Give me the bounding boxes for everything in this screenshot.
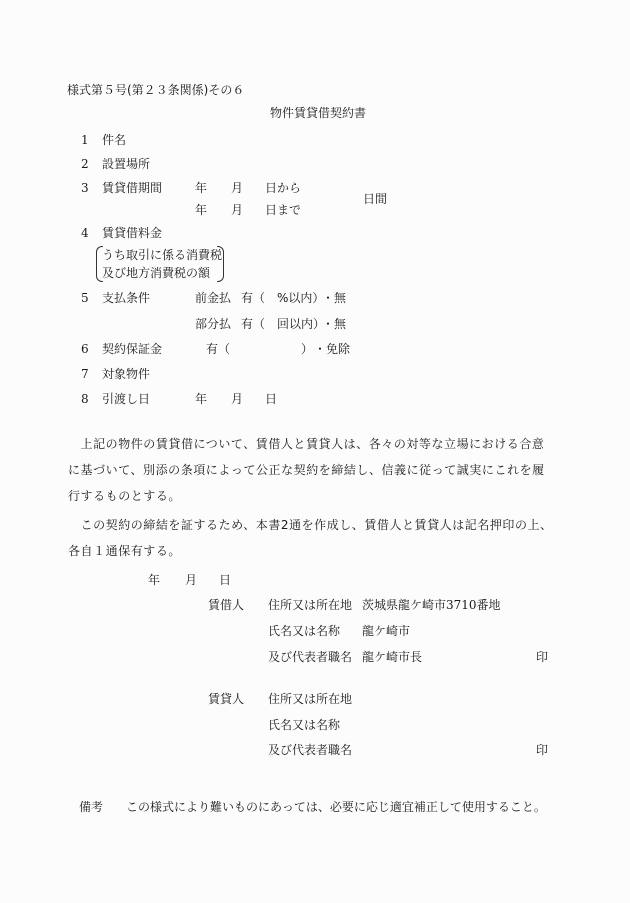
item-label: 賃貸借料金 — [102, 226, 163, 240]
lessee-rep-value: 龍ケ崎市長 — [362, 650, 423, 664]
body-paragraph-2: この契約の締結を証するため、本書2通を作成し、賃借人と賃貸人は記名押印の上、各自１通保有する。 — [68, 518, 553, 558]
delivery-month: 月 — [231, 392, 244, 406]
item-label: 対象物件 — [102, 367, 151, 381]
item-number: 1 — [81, 133, 89, 147]
date-month: 月 — [185, 573, 198, 587]
item-number: 4 — [81, 226, 89, 240]
period-days: 日間 — [363, 192, 388, 206]
lessee-address-label: 住所又は所在地 — [268, 598, 353, 612]
partial-payment-no: ・無 — [322, 317, 347, 331]
item-number: 6 — [81, 342, 89, 356]
lessee-address-value: 茨城県龍ケ崎市3710番地 — [362, 598, 501, 612]
partial-payment-label: 部分払 — [195, 317, 232, 331]
lessee-rep-label: 及び代表者職名 — [268, 650, 353, 664]
date-year: 年 — [148, 573, 161, 587]
item-label: 支払条件 — [102, 291, 151, 305]
deposit-close-paren: ） — [301, 342, 314, 356]
period-from-year: 年 — [195, 181, 208, 195]
partial-payment-detail: 回以内） — [277, 317, 326, 331]
partial-payment-yes: 有（ — [241, 317, 266, 331]
item-label: 引渡し日 — [102, 392, 151, 406]
item-label: 契約保証金 — [102, 342, 163, 356]
item-label: 賃貸借期間 — [102, 181, 163, 195]
deposit-yes: 有（ — [206, 342, 231, 356]
body-paragraph-1: 上記の物件の賃貸借について、賃借人と賃貸人は、各々の対等な立場における合意に基づいて、別添の条項によって公正な契約を締結し、信義に従って誠実にこれを履行するものとする。 — [68, 437, 545, 503]
document-title: 物件賃貸借契約書 — [270, 106, 367, 120]
item-label: 件名 — [102, 133, 127, 147]
lessor-name-label: 氏名又は名称 — [268, 718, 341, 732]
lessee-seal: 印 — [536, 650, 549, 664]
delivery-day: 日 — [265, 392, 278, 406]
advance-payment-yes: 有（ — [241, 291, 266, 305]
advance-payment-detail: %以内） — [277, 291, 325, 305]
date-day: 日 — [219, 573, 232, 587]
lessor-seal: 印 — [536, 743, 549, 757]
lessor-address-label: 住所又は所在地 — [268, 692, 353, 706]
period-to-year: 年 — [195, 203, 208, 217]
lessee-role: 賃借人 — [208, 598, 245, 612]
period-to-month: 月 — [231, 203, 244, 217]
period-from-day: 日から — [265, 181, 302, 195]
remarks-text: この様式により難いものにあっては、必要に応じ適宜補正して使用すること。 — [126, 800, 546, 814]
remarks-label: 備考 — [79, 800, 104, 814]
period-from-month: 月 — [231, 181, 244, 195]
item-number: 8 — [81, 392, 89, 406]
item-number: 7 — [81, 367, 89, 381]
lessor-role: 賃貸人 — [208, 692, 245, 706]
delivery-year: 年 — [195, 392, 208, 406]
deposit-exempt: ・免除 — [314, 342, 351, 356]
lessor-rep-label: 及び代表者職名 — [268, 743, 353, 757]
item-label: 設置場所 — [102, 157, 151, 171]
form-number: 様式第５号(第２３条関係)その６ — [67, 83, 245, 97]
item-number: 3 — [81, 181, 89, 195]
tax-note-line1: うち取引に係る消費税 — [102, 248, 223, 262]
period-to-day: 日まで — [265, 203, 302, 217]
advance-payment-label: 前金払 — [195, 291, 232, 305]
lessee-name-value: 龍ケ崎市 — [362, 624, 411, 638]
item-number: 5 — [81, 291, 89, 305]
advance-payment-no: ・無 — [322, 291, 347, 305]
lessee-name-label: 氏名又は名称 — [268, 624, 341, 638]
item-number: 2 — [81, 157, 89, 171]
tax-note-line2: 及び地方消費税の額 — [102, 266, 211, 280]
